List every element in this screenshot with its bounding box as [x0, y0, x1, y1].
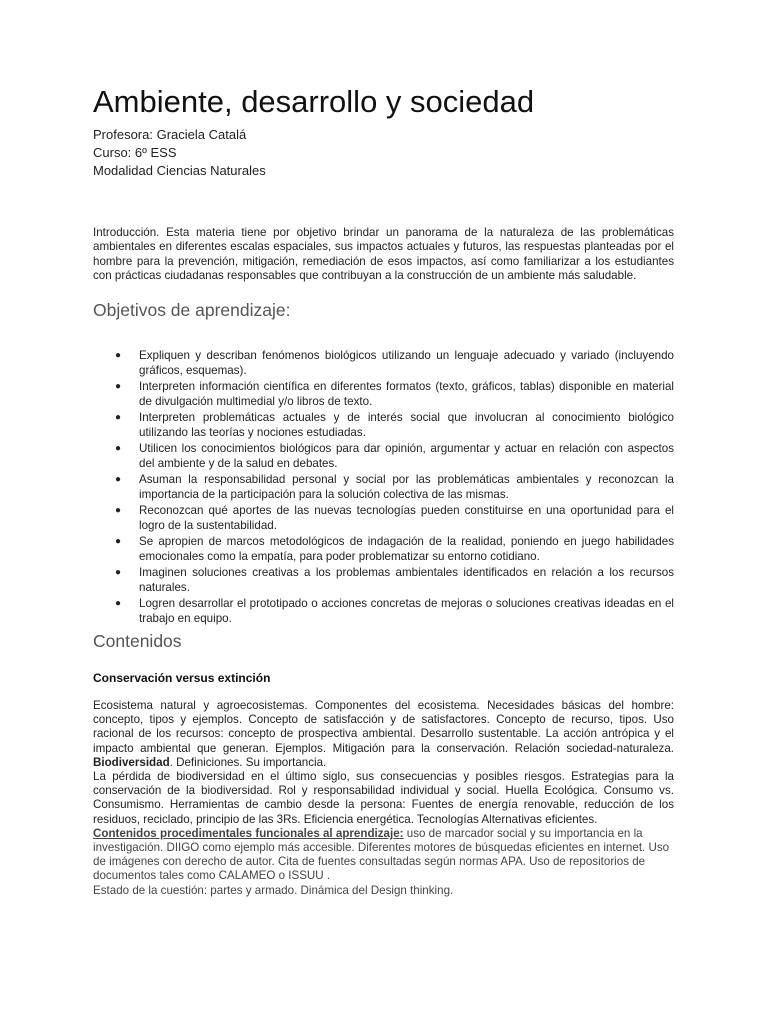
list-item	[93, 597, 674, 626]
objective-text: Se apropien de marcos metodológicos de indagación de la realidad, poniendo en juego habilidades emocionales como la empatía, para poder problematizar su entorno cotidiano.	[139, 535, 674, 563]
document-title: Ambiente, desarrollo y sociedad	[93, 84, 535, 119]
bullet-icon: ●	[115, 443, 122, 454]
biodiversity-term: Biodiversidad	[93, 755, 170, 769]
procedural-contents-label: Contenidos procedimentales funcionales al aprendizaje	[93, 826, 400, 840]
paragraph-text: Ecosistema natural y agroecosistemas. Componentes del ecosistema. Necesidades básicas del hombre: concepto, tipos y ejemplos. Concepto de satisfacción y de satisfactores. Concepto de recurso, tipos. Uso racional de los recursos: concepto de prospectiva ambiental. Desarrollo sustentable. La acción antrópica y el impacto ambiental que generan. Ejemplos. Mitigación para la conservación. Relación sociedad-naturaleza.	[93, 699, 674, 755]
bullet-icon: ●	[115, 598, 122, 609]
list-item	[93, 566, 674, 595]
bullet-icon: ●	[115, 567, 122, 578]
list-item	[93, 504, 674, 533]
contents-paragraph-1	[93, 699, 674, 770]
objective-text: Utilicen los conocimientos biológicos para dar opinión, argumentar y actuar en relación con aspectos del ambiente y de la salud en debates.	[139, 442, 674, 470]
label-colon: :	[399, 826, 404, 840]
bullet-icon: ●	[115, 350, 122, 361]
objective-text: Expliquen y describan fenómenos biológicos utilizando un lenguaje adecuado y variado (incluyendo gráficos, esquemas).	[139, 349, 674, 377]
contents-heading: Contenidos	[93, 631, 182, 651]
objective-text: Interpreten problemáticas actuales y de interés social que involucran al conocimiento biológico utilizando las teorías y nociones estudiadas.	[139, 411, 674, 439]
unit-title: Conservación versus extinción	[93, 671, 271, 685]
introduction-paragraph: Introducción. Esta materia tiene por objetivo brindar un panorama de la naturaleza de las problemáticas ambientales en diferentes escalas espaciales, sus impactos actuales y futuros, las respuestas planteadas por el hombre para la prevención, mitigación, remediación de esos impactos, así como familiarizar a los estudiantes con prácticas ciudadanas responsables que contribuyan a la construcción de un ambiente más saludable.	[93, 225, 674, 283]
bullet-icon: ●	[115, 474, 122, 485]
teacher-line: Profesora: Graciela Catalá	[93, 127, 247, 142]
bullet-icon: ●	[115, 412, 122, 423]
document-meta	[93, 126, 266, 180]
paragraph-text: uso de marcador social y su importancia en la investigación. DIIGO como ejemplo más accesible. Diferentes motores de búsquedas eficientes en internet. Uso de imágenes con derecho de autor. Cita de fuentes consultadas según normas APA. Uso de repositorios de documentos tales como CALAMEO o ISSUU .	[93, 826, 670, 883]
list-item	[93, 473, 674, 502]
contents-body	[93, 699, 674, 898]
list-item	[93, 411, 674, 440]
list-item	[93, 349, 674, 378]
modality-line: Modalidad Ciencias Naturales	[93, 163, 266, 178]
list-item	[93, 380, 674, 409]
contents-paragraph-4: Estado de la cuestión: partes y armado. Dinámica del Design thinking.	[93, 883, 454, 897]
contents-paragraph-3	[93, 827, 674, 884]
course-line: Curso: 6º ESS	[93, 145, 177, 160]
objective-text: Imaginen soluciones creativas a los problemas ambientales identificados en relación a los recursos naturales.	[139, 566, 674, 594]
objective-text: Interpreten información científica en diferentes formatos (texto, gráficos, tablas) disponible en material de divulgación multimedial y/o libros de texto.	[139, 380, 674, 408]
objective-text: Asuman la responsabilidad personal y social por las problemáticas ambientales y reconozcan la importancia de la participación para la solución colectiva de las mismas.	[139, 473, 674, 501]
bullet-icon: ●	[115, 505, 122, 516]
bullet-icon: ●	[115, 381, 122, 392]
objective-text: Reconozcan qué aportes de las nuevas tecnologías pueden constituirse en una oportunidad para el logro de la sustentabilidad.	[139, 504, 674, 532]
bullet-icon: ●	[115, 536, 122, 547]
list-item	[93, 535, 674, 564]
contents-paragraph-2: La pérdida de biodiversidad en el último siglo, sus consecuencias y posibles riesgos. Estrategias para la conservación de la biodiversidad. Rol y responsabilidad individual y social. Huella Ecológica. Consumo vs. Consumismo. Herramientas de cambio desde la persona: Fuentes de energía renovable, reducción de los residuos, reciclado, principio de las 3Rs. Eficiencia energética. Tecnologías Alternativas eficientes.	[93, 770, 674, 826]
objectives-list	[93, 349, 674, 628]
objectives-heading: Objetivos de aprendizaje:	[93, 300, 291, 320]
list-item	[93, 442, 674, 471]
paragraph-text: . Definiciones. Su importancia.	[169, 755, 327, 769]
objective-text: Logren desarrollar el prototipado o acciones concretas de mejoras o soluciones creativas ideadas en el trabajo en equipo.	[139, 597, 674, 625]
